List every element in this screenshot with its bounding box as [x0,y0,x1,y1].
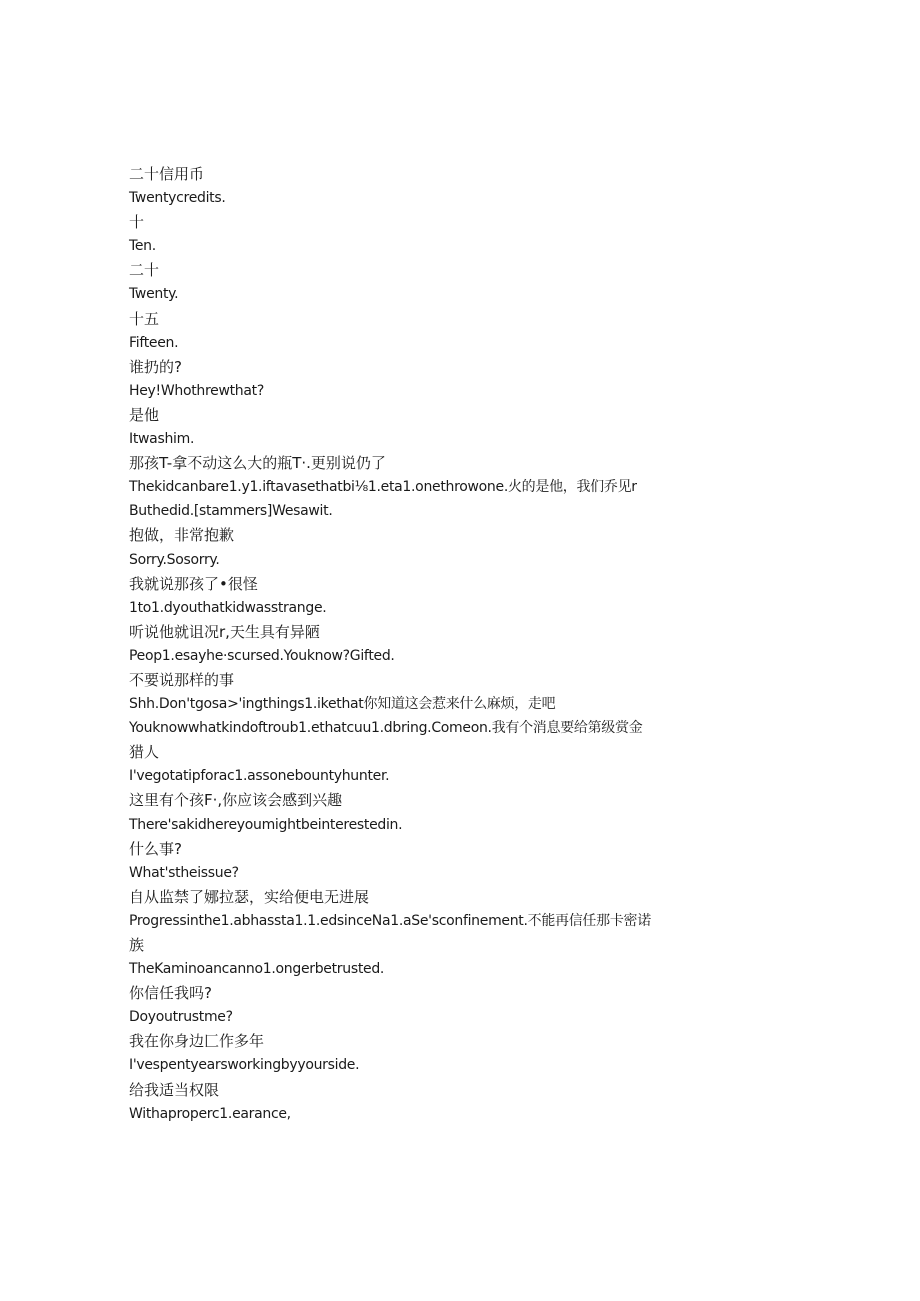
english-subtitle-line: Hey!Whothrewthat? [129,382,264,399]
chinese-subtitle-line: 十五 [129,309,160,328]
chinese-subtitle-line: 谁扔的? [129,357,182,376]
english-subtitle-line: Peop1.esayhe·scursed.Youknow?Gifted. [129,647,395,664]
chinese-subtitle-line: 二十信用币 [129,165,205,183]
chinese-subtitle-line: 族 [129,936,145,954]
english-subtitle-line: Doyoutrustme? [129,1009,233,1026]
english-subtitle-line: Ten. [129,238,156,255]
english-subtitle-line: Sorry.Sosorry. [129,551,220,568]
chinese-subtitle-line: 是他 [129,405,160,424]
subtitle-transcript [129,162,689,1126]
english-subtitle-line: I'vespentyearsworkingbyyourside. [129,1057,360,1074]
english-subtitle-line: Twenty. [129,286,179,303]
english-subtitle-line: Withaproperc1.earance, [129,1105,291,1122]
chinese-subtitle-line: 给我适当权限 [129,1080,220,1099]
english-subtitle-line: What'stheissue? [129,864,239,881]
english-subtitle-line: Itwashim. [129,431,195,448]
english-subtitle-line: Youknowwhatkindoftroub1.ethatcuu1.dbring.Comeon.我有个消息要给第级赏金 [129,720,643,737]
chinese-subtitle-line: 我就说那孩了•很怪 [129,574,258,593]
chinese-subtitle-line: 自从监禁了娜拉瑟，实给便电无进展 [129,887,370,906]
chinese-subtitle-line: 猎人 [129,743,160,762]
english-subtitle-line: Twentycredits. [129,190,226,207]
chinese-subtitle-line: 我在你身边匚作多年 [129,1032,265,1051]
english-subtitle-line: TheKaminoancanno1.ongerbetrusted. [129,961,385,978]
english-subtitle-line: Shh.Don'tgosa>'ingthings1.ikethat你知道这会惹来什么麻烦，走吧 [129,696,556,713]
chinese-subtitle-line: 什么事? [129,839,182,858]
english-subtitle-line: Fifteen. [129,334,179,351]
english-subtitle-line: I'vegotatipforac1.assonebountyhunter. [129,768,390,785]
english-subtitle-line: Buthedid.[stammers]Wesawit. [129,503,333,520]
chinese-subtitle-line: 二十 [129,261,160,280]
english-subtitle-line: Thekidcanbare1.y1.iftavasethatbi⅛1.eta1.onethrowone.火的是他，我们乔见r [129,479,637,496]
english-subtitle-line: 1to1.dyouthatkidwasstrange. [129,599,327,616]
chinese-subtitle-line: 这里有个孩F·,你应该会感到兴趣 [129,791,343,810]
chinese-subtitle-line: 不要说那样的事 [129,670,235,689]
chinese-subtitle-line: 那孩T-拿不动这么大的瓶T·.更别说仍了 [129,454,386,473]
english-subtitle-line: Progressinthe1.abhassta1.1.edsinceNa1.aSe'sconfinement.不能再信任那卡密诺 [129,912,651,929]
chinese-subtitle-line: 抱做，非常抱歉 [129,526,235,545]
english-subtitle-line: There'sakidhereyoumightbeinterestedin. [129,816,403,833]
chinese-subtitle-line: 十 [129,213,145,232]
chinese-subtitle-line: 听说他就诅况r,天生具有异陋 [129,622,320,641]
chinese-subtitle-line: 你信任我吗? [129,984,212,1003]
